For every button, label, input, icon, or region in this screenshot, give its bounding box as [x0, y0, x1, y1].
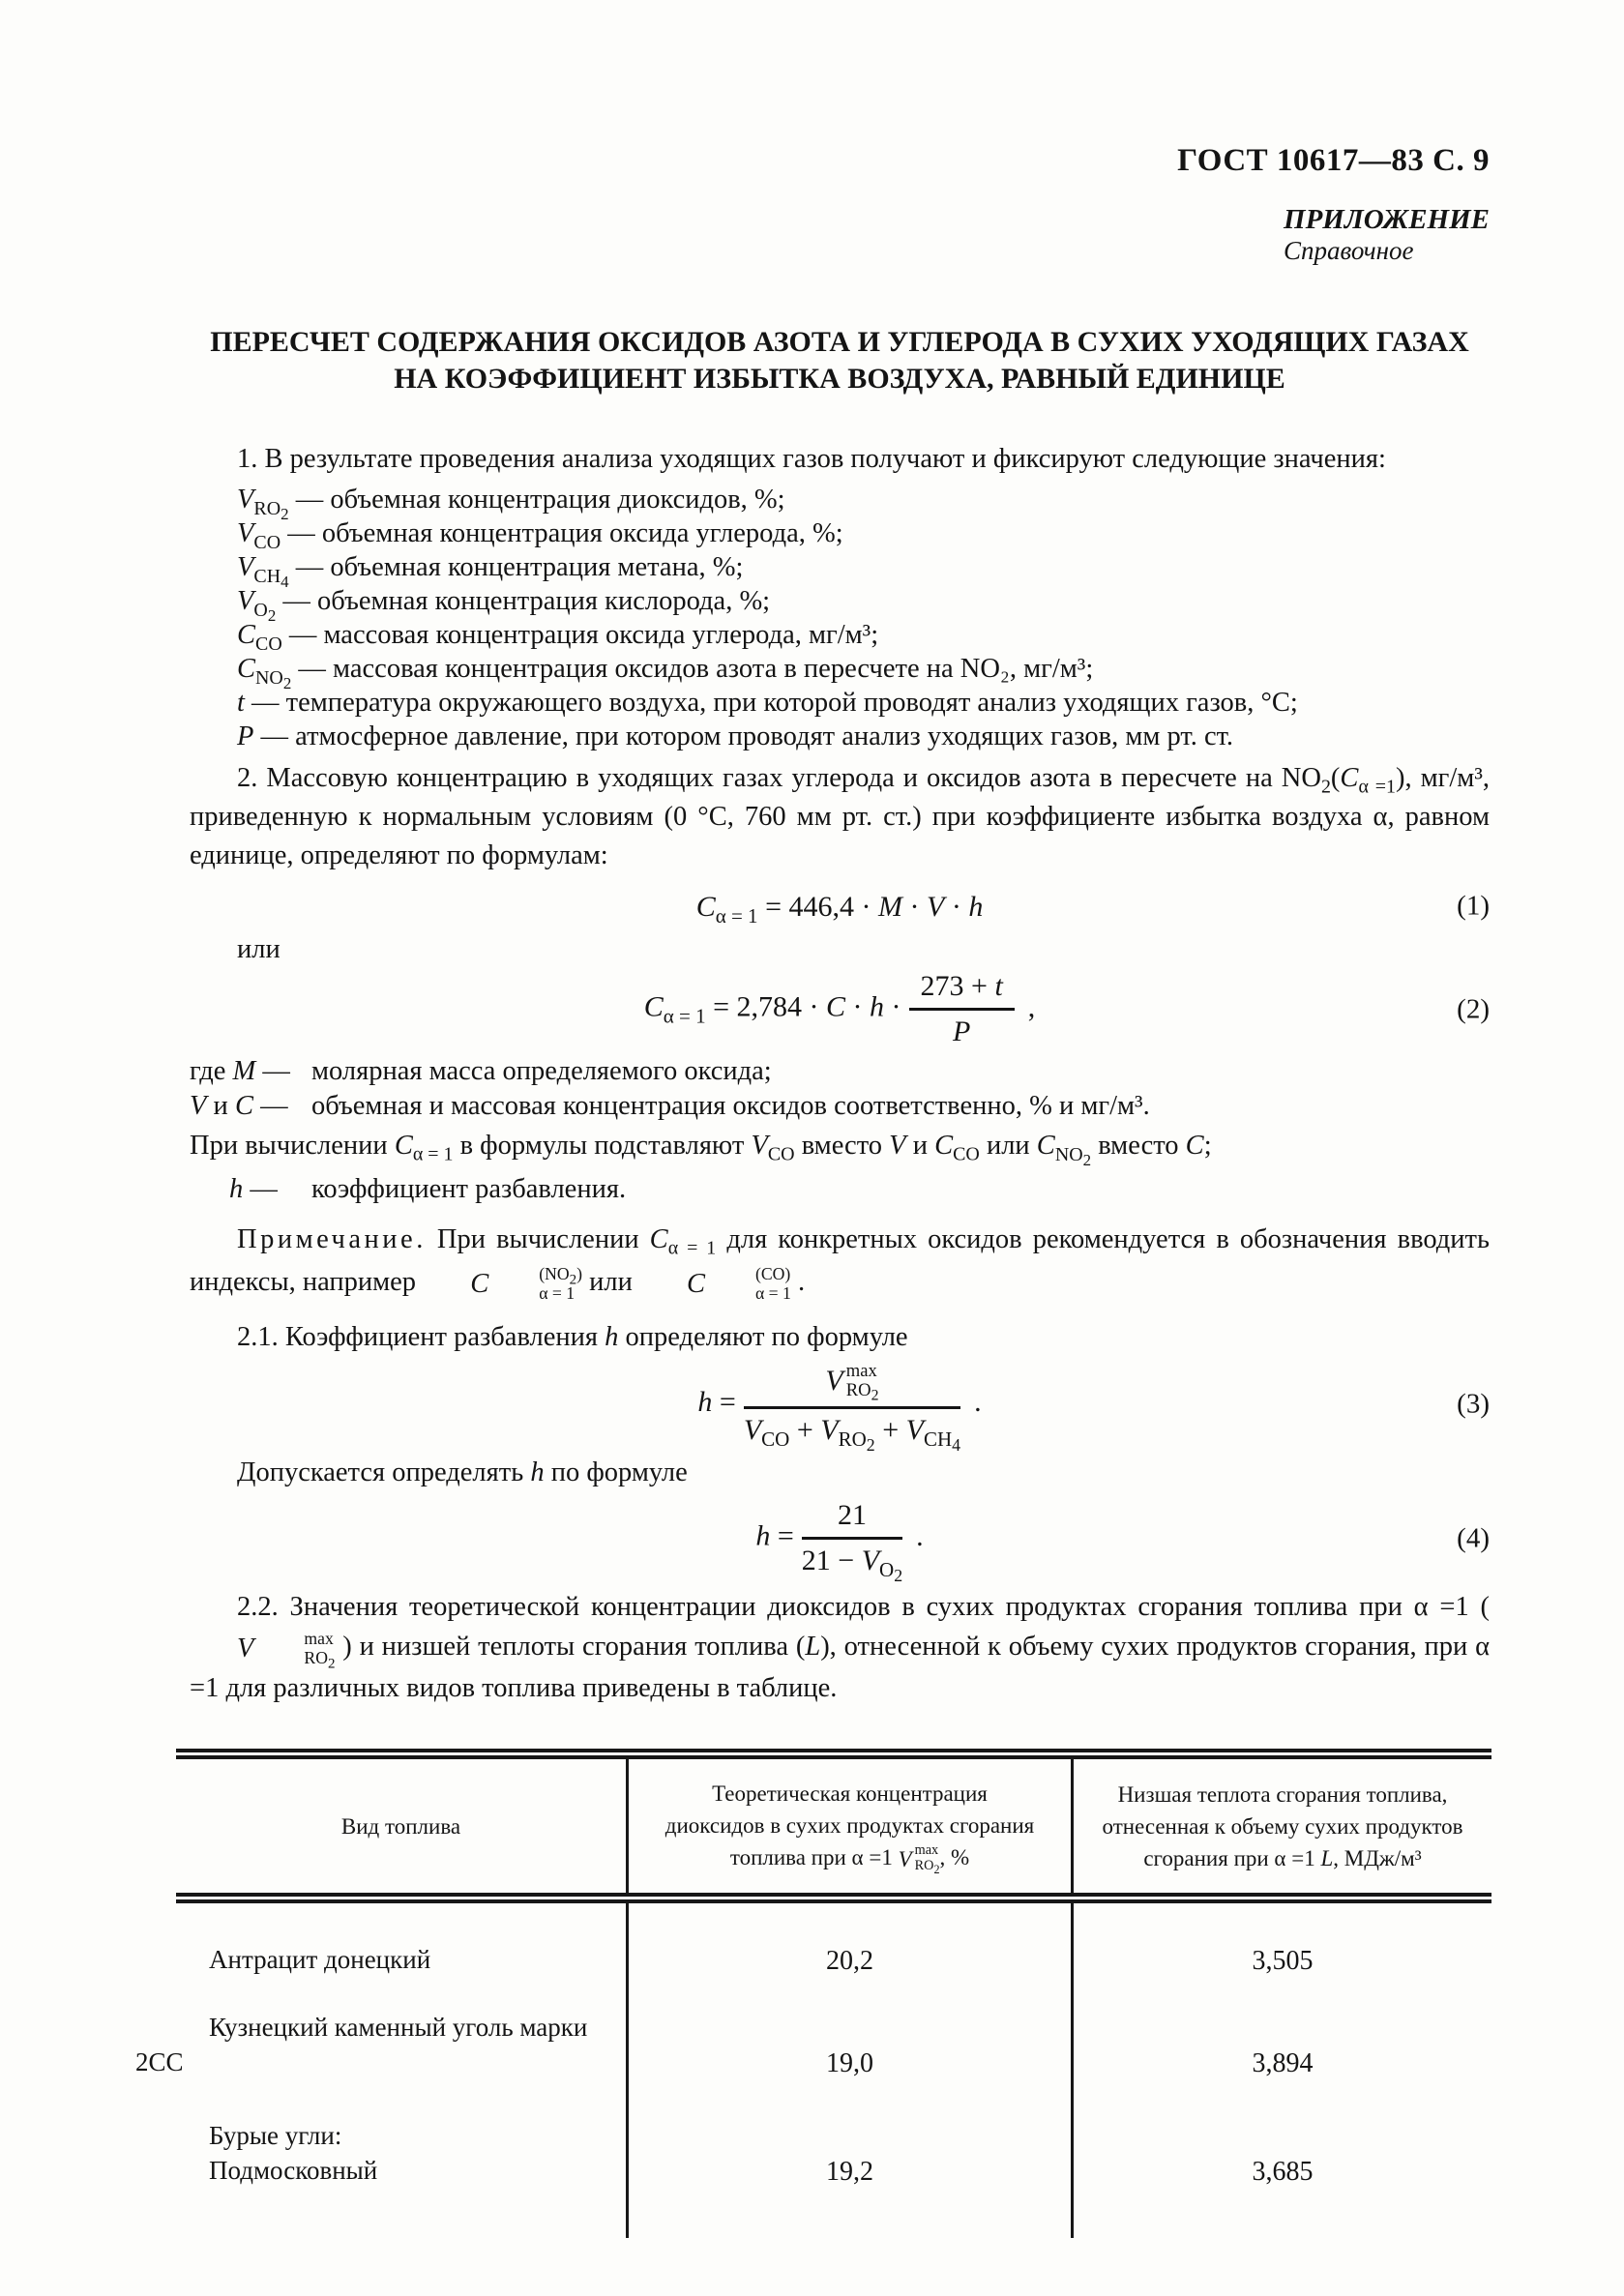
definition-text: — объемная концентрация метана, %; — [295, 552, 744, 582]
fraction: V max $RO_2$ $V_{CO} + V_{RO_2} + V_{CH_4}$ — [743, 1360, 961, 1456]
column-header-lower-heating-value: Низшая теплота сгорания топлива, отнесенная к объему сухих продуктов сгорания при α =1 L, МДж/м³ — [1071, 1759, 1491, 1893]
fuel-table — [135, 1749, 1491, 2238]
paragraph-1: 1. В результате проведения анализа уходящих газов получают и фиксируют следующие значения: — [237, 444, 1386, 474]
annex-block — [190, 204, 1490, 266]
formula-2: $C_{\alpha = 1} = 2,784 \cdot C \cdot h$ · $\frac{273 + t}{P}$ , (2) — [643, 970, 1490, 1048]
v-max-ro2-symbol: V max $RO_2$ — [898, 1842, 940, 1877]
definitions-list — [190, 483, 1490, 753]
value-cell: 3,894 — [1071, 1987, 1491, 2089]
where-line-m: где M — молярная масса определяемого оксида; — [190, 1056, 772, 1087]
column-header-theoretical-concentration: Теоретическая концентрация диоксидов в сухих продуктах сгорания топлива при α =1 V max $RO_2$ , % — [626, 1759, 1071, 1893]
definition-item — [190, 516, 1490, 553]
v-max-ro2-symbol: V max $RO_2$ — [237, 1628, 336, 1672]
definition-symbol: $C_{CO}$ — [237, 620, 282, 655]
value-cell: 3,685 — [1071, 2089, 1491, 2197]
definition-symbol: $C_{NO_2}$ — [237, 654, 292, 692]
fuel-name-cell — [176, 2089, 626, 2197]
fuel-name-cell — [176, 1903, 626, 1987]
definition-symbol: t — [237, 688, 245, 718]
value-cell: 19,0 — [626, 1987, 1071, 2089]
value-cell: 19,2 — [626, 2089, 1071, 2197]
formula-4: h = $\frac{21}{21 - V_{O_2}}$ . (4) — [755, 1499, 1490, 1586]
note-label: Примечание. — [237, 1224, 427, 1255]
allow-line: Допускается определять h по формуле — [237, 1457, 688, 1488]
definition-text: — массовая концентрация оксидов азота в пересчете на NO₂, мг/м³; — [298, 654, 1094, 684]
column-header-fuel-type: Вид топлива — [340, 1813, 461, 1839]
note-paragraph: Примечание. При вычислении $C_{\alpha = 1}$ для конкретных оксидов рекомендуется в обозначения вводить индексы, например C $(NO_2)$ α = 1 или C (CO) α = 1 . — [190, 1219, 1490, 1305]
table-header-row — [176, 1759, 1491, 1903]
definition-item — [190, 720, 1490, 753]
definition-symbol: $V_{RO_2}$ — [237, 485, 289, 523]
equation-number-1: (1) — [1457, 890, 1490, 922]
fuel-name: Кузнецкий каменный уголь марки 2СС — [135, 2013, 588, 2077]
definition-item — [190, 584, 1490, 625]
value-cell: 3,505 — [1071, 1903, 1491, 1987]
value-cell: 20,2 — [626, 1903, 1071, 1987]
where-line-vc: V и C — объемная и массовая концентрация оксидов соответственно, % и мг/м³. — [190, 1091, 1150, 1122]
definition-text: — объемная концентрация оксида углерода, %; — [287, 518, 843, 548]
c-no2-symbol: C $(NO_2)$ α = 1 — [470, 1263, 582, 1303]
fuel-name-cell — [135, 1987, 626, 2089]
definition-text: — объемная концентрация кислорода, %; — [282, 586, 771, 616]
equation-number-2: (2) — [1457, 993, 1490, 1025]
paragraph-2: 2. Массовую концентрацию в уходящих газах углерода и оксидов азота в пересчете на $NO_2(C_{\alpha =1})$, мг/м³, приведенную к нормальным условиям (0 °С, 760 мм рт. ст.) при коэффициенте избытка воздуха α, равном единице, определяют по формулам: — [190, 763, 1490, 870]
fuel-group-label: Бурые угли: — [209, 2121, 342, 2151]
substitution-line: При вычислении $C_{\alpha = 1}$ в формулы подставляют $V_{CO}$ вместо V и $C_{CO}$ или $C_{NO_2}$ вместо C; — [190, 1131, 1212, 1169]
table-spacer-row — [176, 2197, 1491, 2238]
definition-text: — объемная концентрация диоксидов, %; — [295, 485, 785, 515]
fraction: $\frac{21}{21 - V_{O_2}}$ — [801, 1499, 903, 1586]
definition-text: — температура окружающего воздуха, при которой проводят анализ уходящих газов, °С; — [251, 688, 1298, 718]
definition-symbol: P — [237, 721, 254, 751]
definition-item — [190, 652, 1490, 692]
table-row — [176, 1903, 1491, 1987]
definition-text: — массовая концентрация оксида углерода, мг/м³; — [288, 620, 879, 650]
table-row — [176, 2089, 1491, 2197]
definition-item — [190, 483, 1490, 523]
or-word: или — [237, 934, 281, 965]
definition-item — [190, 550, 1490, 591]
document-title: ПЕРЕСЧЕТ СОДЕРЖАНИЯ ОКСИДОВ АЗОТА И УГЛЕРОДА В СУХИХ УХОДЯЩИХ ГАЗАХ НА КОЭФФИЦИЕНТ ИЗБЫТКА ВОЗДУХА, РАВНЫЙ ЕДИНИЦЕ — [210, 326, 1469, 395]
table-row — [135, 1987, 1491, 2089]
formula-1: $C_{\alpha = 1} = 446,4 \cdot M \cdot V \cdot h$ (1) — [695, 890, 1490, 928]
c-co-symbol: C (CO) α = 1 — [686, 1263, 791, 1303]
section-2-1: 2.1. Коэффициент разбавления h определяют по формуле — [237, 1321, 908, 1352]
definition-item — [190, 686, 1490, 720]
fuel-name: Антрацит донецкий — [209, 1945, 431, 1975]
where-line-h: h — коэффициент разбавления. — [229, 1174, 627, 1205]
fraction: $\frac{273 + t}{P}$ — [909, 970, 1015, 1048]
formula-3: h = V max $RO_2$ $V_{CO} + V_{RO_2} + V_{CH_4}$ . (3) — [697, 1360, 1490, 1456]
doc-reference: ГОСТ 10617—83 С. 9 — [1177, 143, 1490, 178]
equation-number-3: (3) — [1457, 1388, 1490, 1420]
definition-symbol: $V_{CO}$ — [237, 518, 281, 553]
equation-number-4: (4) — [1457, 1522, 1490, 1554]
definition-item — [190, 618, 1490, 655]
annex-kind: Справочное — [1284, 236, 1414, 265]
where-block — [190, 1054, 1490, 1209]
definition-text: — атмосферное давление, при котором проводят анализ уходящих газов, мм рт. ст. — [260, 721, 1234, 751]
annex-label: ПРИЛОЖЕНИЕ — [1284, 204, 1490, 235]
section-2-2: 2.2. Значения теоретической концентрации диоксидов в сухих продуктах сгорания топлива при α =1 ( V max $RO_2$ ) и низшей теплоты сгорания топлива (L), отнесенной к объему сухих продуктов сгорания, при α =1 для различных видов топлива приведены в таблице. — [190, 1592, 1490, 1704]
definition-symbol: $V_{O_2}$ — [237, 586, 277, 625]
definition-symbol: $V_{CH_4}$ — [237, 552, 289, 591]
fuel-name: Подмосковный — [209, 2156, 378, 2186]
